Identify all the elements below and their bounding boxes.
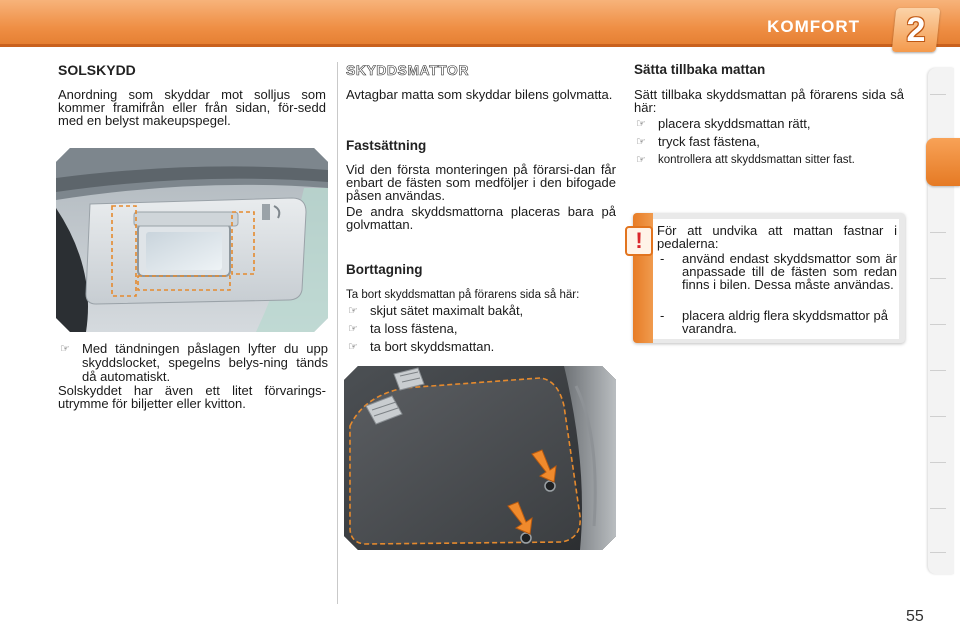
tab-divider <box>930 370 946 371</box>
borttagning-step: ta loss fästena, <box>370 321 458 336</box>
column-divider <box>337 62 338 604</box>
list-item <box>346 304 616 318</box>
list-item <box>346 340 616 354</box>
chapter-tab-active[interactable] <box>926 138 960 186</box>
section-title-satta-tillbaka: Sätta tillbaka mattan <box>634 62 766 77</box>
borttagning-steps <box>346 304 616 358</box>
tab-divider <box>930 462 946 463</box>
fastsattning-paragraph-1: Vid den första monteringen på förarsi-dan får enbart de fästen som medföljer i den bifogade påsen användas. <box>346 162 616 203</box>
list-item <box>346 322 616 336</box>
list-item <box>634 153 906 167</box>
satta-step: kontrollera att skyddsmattan sitter fast. <box>658 154 855 166</box>
warning-intro: För att undvika att mattan fastnar i pedalerna: <box>657 223 897 251</box>
borttagning-step: ta bort skyddsmattan. <box>370 339 495 354</box>
sun-visor-drawing <box>56 148 328 332</box>
chapter-number-badge <box>894 8 938 52</box>
hand-pointer-icon: ☞ <box>636 118 646 130</box>
skyddsmattor-intro: Avtagbar matta som skyddar bilens golvmatta. <box>346 87 613 102</box>
subsection-title-fastsattning: Fastsättning <box>346 138 427 153</box>
hand-pointer-icon: ☞ <box>348 305 358 317</box>
satta-intro: Sätt tillbaka skyddsmattan på förarens sida så här: <box>634 87 904 115</box>
chapter-number: 2 <box>906 11 926 49</box>
tab-divider <box>930 552 946 553</box>
satta-step: placera skyddsmattan rätt, <box>658 116 811 131</box>
floor-mat-drawing <box>344 366 616 550</box>
tab-divider <box>930 278 946 279</box>
solskydd-bullet-text: Med tändningen påslagen lyfter du upp skyddslocket, spegelns belys-ning tänds då automatiskt. <box>82 341 328 384</box>
list-item <box>58 342 328 384</box>
list-item <box>634 117 906 131</box>
section-title-solskydd: SOLSKYDD <box>58 62 136 78</box>
tab-divider <box>930 94 946 95</box>
tab-divider <box>930 232 946 233</box>
borttagning-intro: Ta bort skyddsmattan på förarens sida så här: <box>346 289 580 301</box>
header-gap <box>0 47 960 53</box>
tab-divider <box>930 416 946 417</box>
hand-pointer-icon: ☞ <box>636 136 646 148</box>
warning-dash: - <box>660 308 665 323</box>
hand-pointer-icon: ☞ <box>348 323 358 335</box>
sun-visor-illustration <box>56 148 328 332</box>
warning-dash: - <box>660 251 665 266</box>
tab-divider <box>930 508 946 509</box>
satta-steps <box>634 117 906 171</box>
solskydd-bullet-list <box>58 342 328 388</box>
list-item <box>634 135 906 149</box>
subsection-title-borttagning: Borttagning <box>346 262 423 277</box>
solskydd-note: Solskyddet har även ett litet förvarings-utrymme för biljetter eller kvitton. <box>58 383 326 411</box>
page-number: 55 <box>906 608 924 625</box>
floor-mat-illustration <box>344 366 616 550</box>
warning-item: placera aldrig flera skyddsmattor på varandra. <box>682 308 888 336</box>
solskydd-intro: Anordning som skyddar mot solljus som kommer framifrån eller från sidan, för-sedd med en belyst makeupspegel. <box>58 87 326 128</box>
fastsattning-paragraph-2: De andra skyddsmattorna placeras bara på golvmattan. <box>346 204 616 232</box>
hand-pointer-icon: ☞ <box>636 154 646 166</box>
section-title-skyddsmattor: SKYDDSMATTOR <box>346 62 469 78</box>
tab-divider <box>930 324 946 325</box>
warning-item: använd endast skyddsmattor som är anpassade till de fästen som redan finns i bilen. Dessa måste användas. <box>682 251 897 292</box>
chapter-title: KOMFORT <box>767 17 860 36</box>
hand-pointer-icon: ☞ <box>60 343 70 355</box>
borttagning-step: skjut sätet maximalt bakåt, <box>370 303 524 318</box>
hand-pointer-icon: ☞ <box>348 341 358 353</box>
satta-step: tryck fast fästena, <box>658 134 760 149</box>
exclamation-icon: ! <box>625 226 653 256</box>
